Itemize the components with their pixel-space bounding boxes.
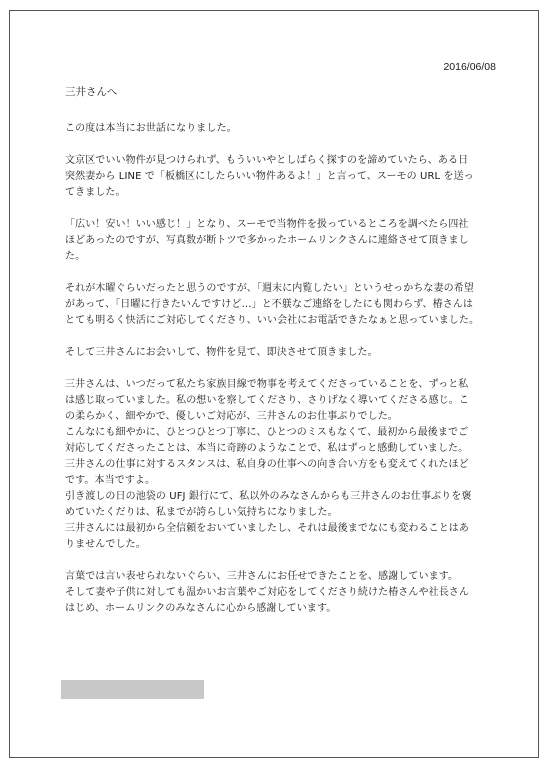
letter-date: 2016/06/08 xyxy=(443,61,496,73)
paragraph: 「広い！安い！いい感じ！」となり、スーモで当物件を扱っているところを調べたら四社 ほどあったのですが、写真数が断トツで多かったホームリンクさんに連絡させて頂きまし た。 xyxy=(65,219,469,262)
paragraph: そして三井さんにお会いして、物件を見て、即決させて頂きました。 xyxy=(65,347,378,358)
paragraph: それが木曜ぐらいだったと思うのですが、「週末に内覧したい」というせっかちな妻の希望 があって、「日曜に行きたいんですけど…」と不躾なご連絡をしたにも関わらず、椿さんは とても明るく快活にご対応してくださり、いい会社にお電話できたなぁと思っていました。 xyxy=(65,283,480,326)
paragraph: 文京区でいい物件が見つけられず、もういいやとしばらく探すのを諦めていたら、ある日 突然妻から LINE で「板橋区にしたらいい物件あるよ！」と言って、スーモの URL を送っ てきました。 xyxy=(65,155,474,198)
redacted-signature xyxy=(61,680,204,699)
paragraph: 三井さんは、いつだって私たち家族目線で物事を考えてくださっていることを、ずっと私 は感じ取っていました。私の想いを察してくださり、さりげなく導いてくださる感じ。こ の柔らかく、細やかで、優しいご対応が、三井さんのお仕事ぶりでした。 こんなにも細やかに、ひとつひとつ丁寧に、ひとつのミスもなくて、最初から最後までご 対応してくださったことは、本当に奇跡のようなことで、私はずっと感動していました。 三井さんの仕事に対するスタンスは、私自身の仕事への向き合い方をも変えてくれたほど です。本当ですよ。 引き渡しの日の池袋の UFJ 銀行にて、私以外のみなさんからも三井さんのお仕事ぶりを褒 めていたくだりは、私までが誇らしい気持ちになりました。 三井さんには最初から全信頼をおいていましたし、それは最後までなにも変わることはあ りませんでした。 xyxy=(65,379,472,550)
paragraph: 言葉では言い表せられないぐらい、三井さんにお任せできたことを、感謝しています。 そして妻や子供に対しても温かいお言葉やご対応をしてくださり続けた椿さんや社長さん はじめ、ホームリンクのみなさんに心から感謝しています。 xyxy=(65,571,469,614)
letter-body xyxy=(65,121,505,617)
letter-page xyxy=(9,10,539,758)
paragraph: この度は本当にお世話になりました。 xyxy=(65,123,237,134)
letter-recipient: 三井さんへ xyxy=(65,86,118,98)
